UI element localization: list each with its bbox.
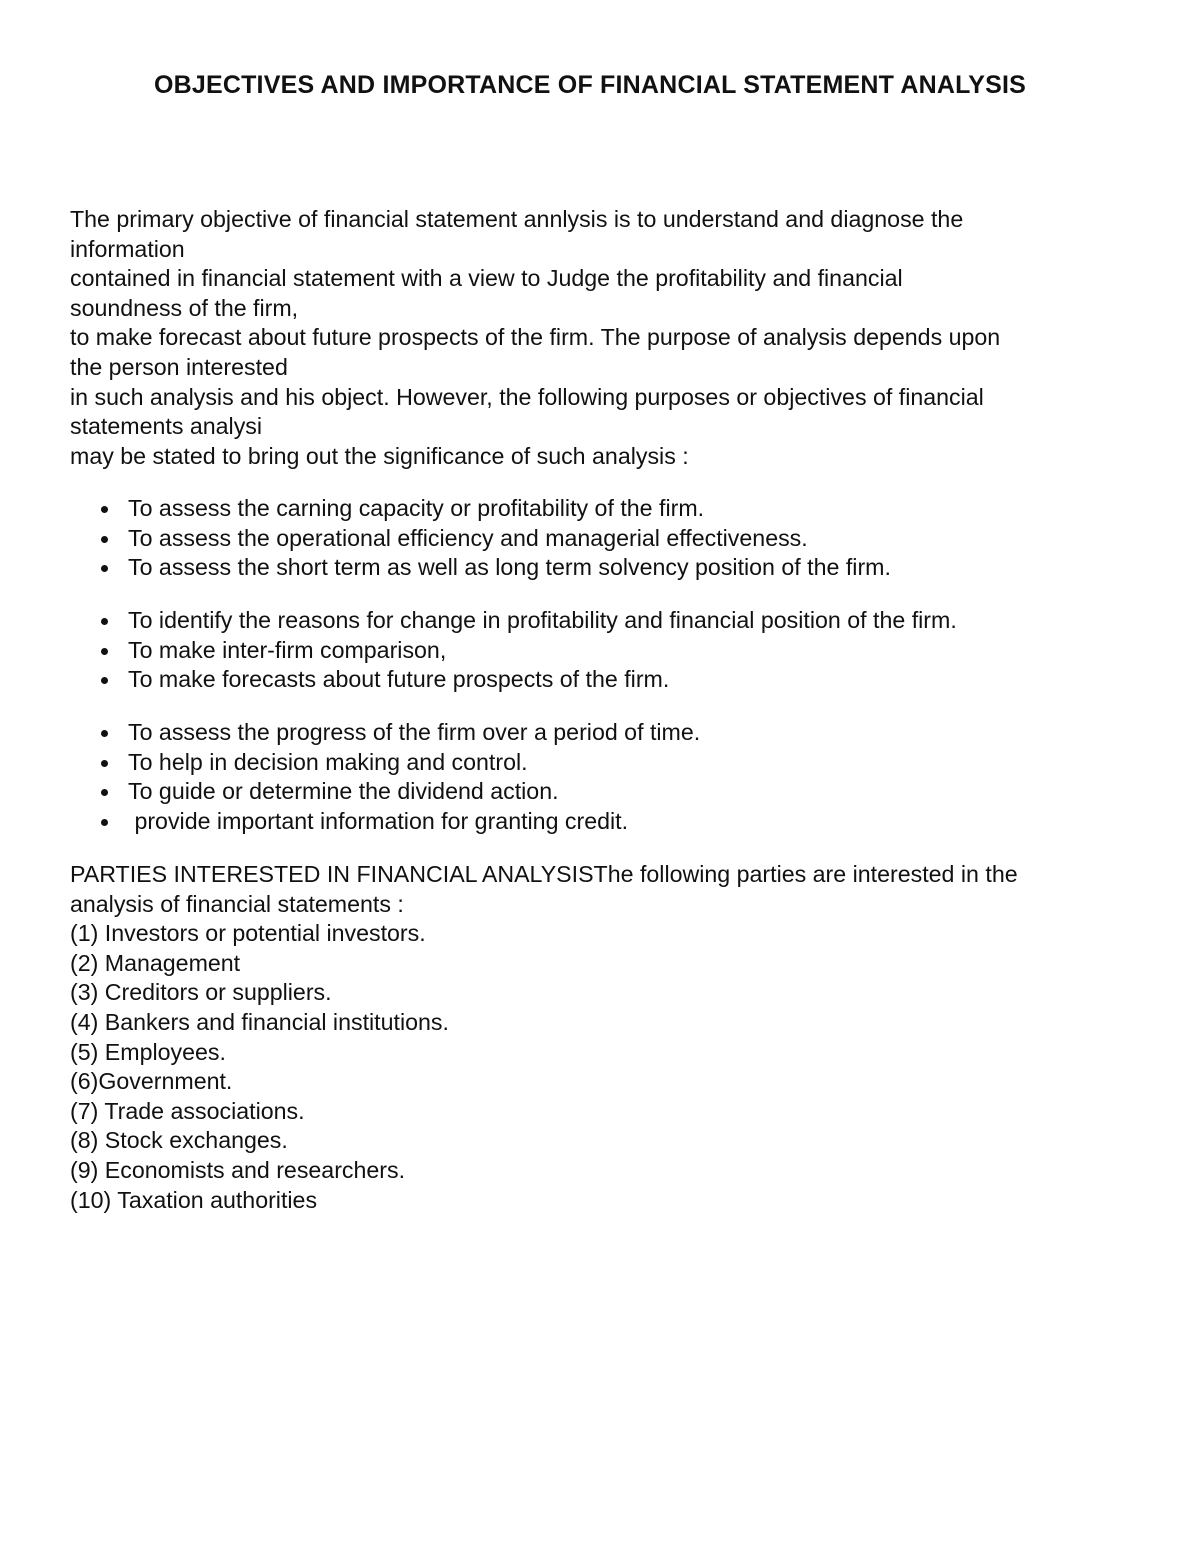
list-item	[70, 748, 1145, 778]
parties-item: (7) Trade associations.	[70, 1097, 305, 1124]
list-item-text: To help in decision making and control.	[128, 748, 528, 775]
bullet-icon	[101, 819, 108, 826]
bullet-icon	[101, 760, 108, 767]
parties-item: (4) Bankers and financial institutions.	[70, 1008, 449, 1035]
bullet-icon	[101, 648, 108, 655]
bullet-icon	[101, 506, 108, 513]
page-title: OBJECTIVES AND IMPORTANCE OF FINANCIAL STATEMENT ANALYSIS	[153, 71, 1027, 99]
list-item	[70, 777, 1145, 807]
intro-line: soundness of the firm,	[70, 294, 299, 321]
list-item	[70, 524, 1145, 554]
intro-line: to make forecast about future prospects of the firm. The purpose of analysis depends upon	[70, 324, 1001, 351]
parties-item: (1) Investors or potential investors.	[70, 920, 426, 947]
bullet-icon	[101, 618, 108, 625]
parties-section	[70, 860, 1145, 1215]
bullet-icon	[101, 677, 108, 684]
list-item-text: To assess the operational efficiency and managerial effectiveness.	[128, 524, 808, 551]
list-item	[70, 665, 1145, 695]
objectives-list-2	[70, 606, 1145, 695]
list-item-text: To make inter-firm comparison,	[128, 636, 447, 663]
intro-paragraph	[70, 205, 1145, 471]
list-item-text: provide important information for granting credit.	[128, 807, 629, 834]
parties-item: (8) Stock exchanges.	[70, 1127, 288, 1154]
bullet-icon	[101, 730, 108, 737]
parties-item: (2) Management	[70, 949, 241, 976]
bullet-icon	[101, 789, 108, 796]
parties-line: analysis of financial statements :	[70, 890, 404, 917]
list-item	[70, 553, 1145, 583]
parties-item: (3) Creditors or suppliers.	[70, 979, 332, 1006]
list-item	[70, 636, 1145, 666]
list-item-text: To identify the reasons for change in profitability and financial position of the firm.	[128, 607, 957, 633]
intro-line: contained in financial statement with a view to Judge the profitability and financial	[70, 265, 903, 292]
list-item	[70, 606, 1145, 636]
intro-line: may be stated to bring out the significance of such analysis :	[70, 442, 689, 469]
objectives-list-3	[70, 718, 1145, 836]
parties-item: (9) Economists and researchers.	[70, 1156, 406, 1183]
intro-line: in such analysis and his object. However, the following purposes or objectives of financial	[70, 383, 984, 410]
parties-item: (6)Government.	[70, 1068, 233, 1095]
list-item	[70, 807, 1145, 837]
bullet-icon	[101, 565, 108, 572]
list-item-text: To make forecasts about future prospects of the firm.	[128, 666, 670, 693]
parties-item: (5) Employees.	[70, 1038, 226, 1065]
parties-item: (10) Taxation authorities	[70, 1186, 318, 1213]
list-item	[70, 494, 1145, 524]
intro-line: The primary objective of financial statement annlysis is to understand and diagnose the	[70, 206, 964, 232]
list-item	[70, 718, 1145, 748]
intro-line: the person interested	[70, 353, 288, 380]
parties-line: PARTIES INTERESTED IN FINANCIAL ANALYSISThe following parties are interested in the	[70, 861, 1018, 887]
intro-line: statements analysi	[70, 413, 263, 440]
list-item-text: To guide or determine the dividend action.	[128, 778, 559, 805]
intro-line: information	[70, 235, 185, 262]
list-item-text: To assess the progress of the firm over a period of time.	[128, 719, 701, 745]
bullet-icon	[101, 536, 108, 543]
list-item-text: To assess the carning capacity or profitability of the firm.	[128, 495, 705, 521]
list-item-text: To assess the short term as well as long term solvency position of the firm.	[128, 554, 891, 581]
objectives-list-1	[70, 494, 1145, 583]
